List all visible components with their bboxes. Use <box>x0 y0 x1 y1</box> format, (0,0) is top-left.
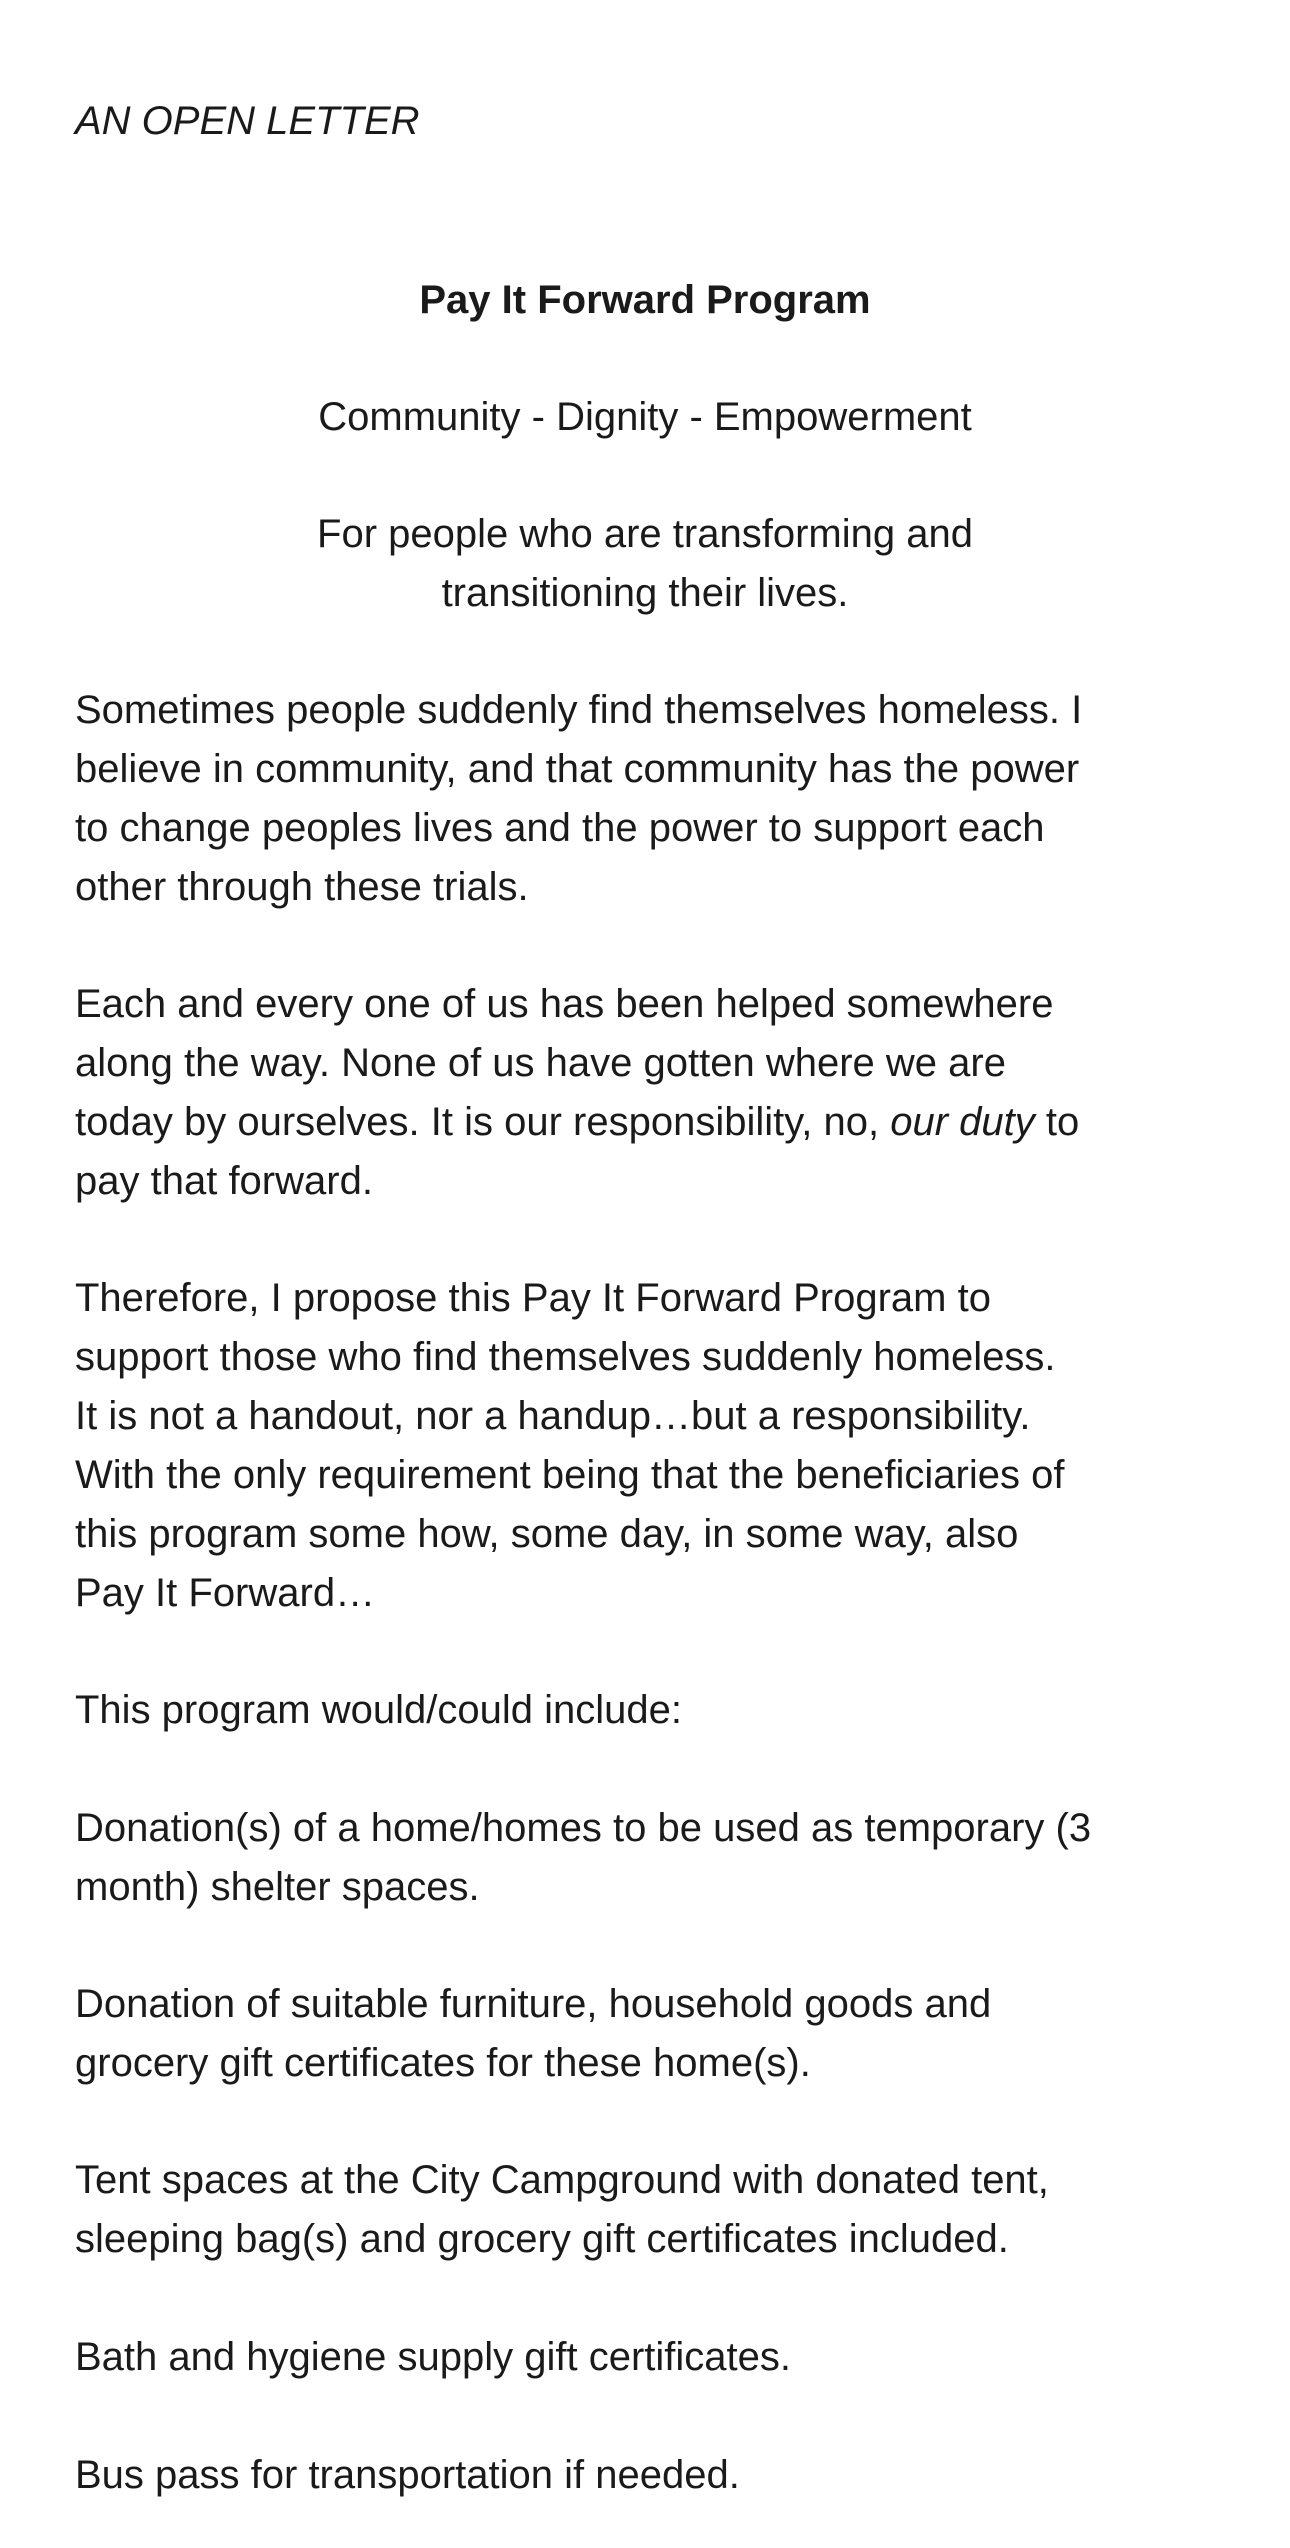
open-letter-label: AN OPEN LETTER <box>75 99 420 143</box>
emphasis-text: our duty <box>890 1100 1035 1144</box>
paragraph-line: to change peoples lives and the power to support each <box>75 806 1045 850</box>
paragraph-line: other through these trials. <box>75 865 529 909</box>
program-title: Pay It Forward Program <box>419 278 871 322</box>
paragraph-text: to <box>1034 1100 1080 1144</box>
paragraph-proposal <box>75 1269 1064 1623</box>
list-item-line: Donation(s) of a home/homes to be used as temporary (3 <box>75 1806 1092 1850</box>
subtitle-line: For people who are transforming and <box>317 512 973 556</box>
paragraph-line: Pay It Forward… <box>75 1571 376 1615</box>
paragraph-line <box>75 1093 1079 1152</box>
list-item-line: sleeping bag(s) and grocery gift certificates included. <box>75 2217 1009 2261</box>
list-item-line: Bus pass for transportation if needed. <box>75 2453 740 2497</box>
paragraph-line: Sometimes people suddenly find themselves homeless. I <box>75 688 1083 732</box>
paragraph-line: this program some how, some day, in some way, also <box>75 1512 1019 1556</box>
list-item-furniture-donation <box>75 1975 991 2093</box>
paragraph-line: support those who find themselves suddenly homeless. <box>75 1335 1056 1379</box>
paragraph-line: Therefore, I propose this Pay It Forward Program to <box>75 1276 991 1320</box>
list-intro: This program would/could include: <box>75 1688 682 1732</box>
paragraph-text: today by ourselves. It is our responsibility, no, <box>75 1100 891 1144</box>
paragraph-line: It is not a handout, nor a handup…but a responsibility. <box>75 1394 1031 1438</box>
subtitle-line: transitioning their lives. <box>441 571 849 615</box>
paragraph-line: pay that forward. <box>75 1159 373 1203</box>
list-item-line: Tent spaces at the City Campground with donated tent, <box>75 2158 1049 2202</box>
program-tagline: Community - Dignity - Empowerment <box>318 395 972 439</box>
paragraph-duty <box>75 975 1079 1211</box>
list-item-bus-pass <box>75 2446 740 2505</box>
paragraph-intro <box>75 681 1082 917</box>
list-item-line: month) shelter spaces. <box>75 1865 480 1909</box>
list-item-line: grocery gift certificates for these home(s). <box>75 2041 811 2085</box>
paragraph-line: With the only requirement being that the beneficiaries of <box>75 1453 1065 1497</box>
list-item-line: Donation of suitable furniture, household goods and <box>75 1982 992 2026</box>
list-item-tent-spaces <box>75 2151 1049 2269</box>
list-item-home-donation <box>75 1799 1091 1917</box>
paragraph-line: along the way. None of us have gotten where we are <box>75 1041 1006 1085</box>
list-item-line: Bath and hygiene supply gift certificates. <box>75 2335 791 2379</box>
program-subtitle <box>75 505 1215 623</box>
paragraph-line: believe in community, and that community has the power <box>75 747 1080 791</box>
paragraph-line: Each and every one of us has been helped somewhere <box>75 982 1054 1026</box>
list-item-hygiene <box>75 2328 791 2387</box>
